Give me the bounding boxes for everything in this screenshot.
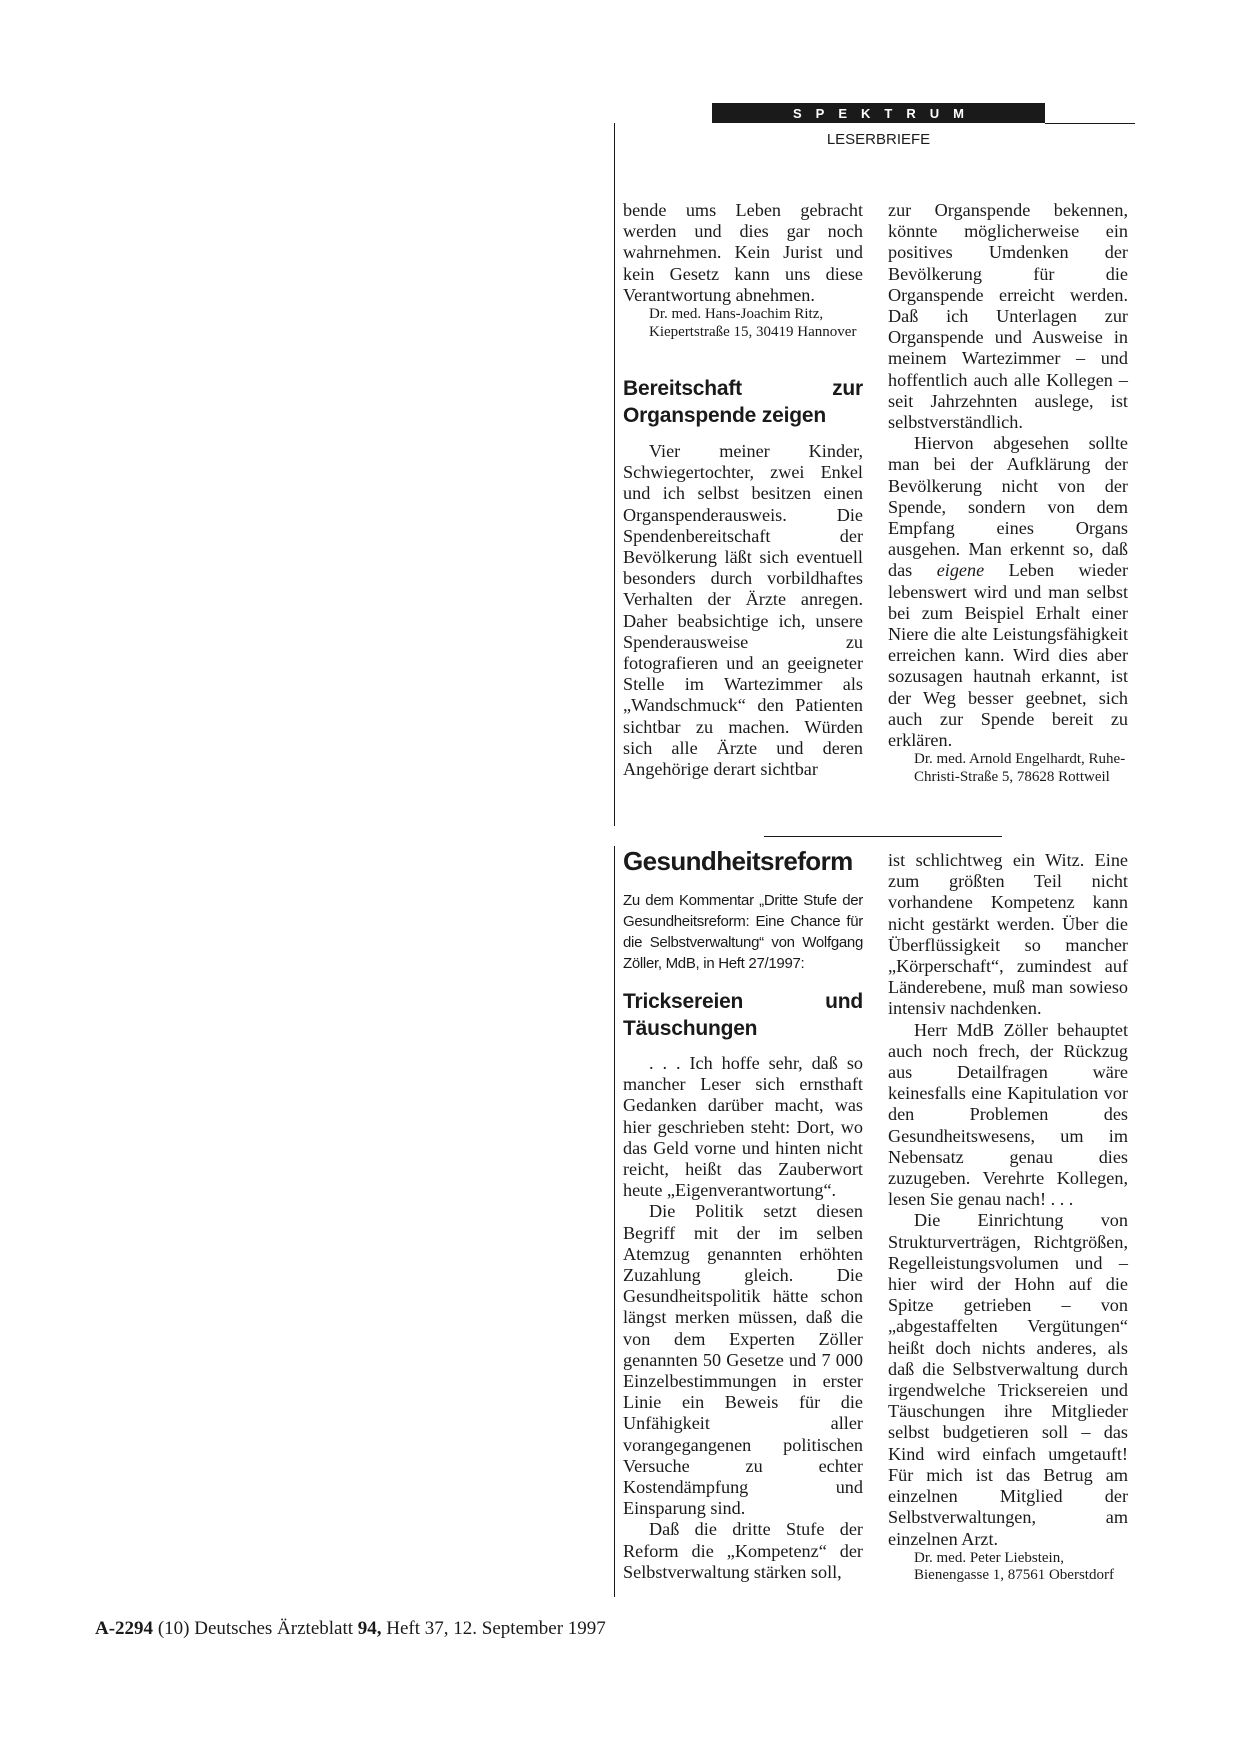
letter2-paragraph-2-b: Leben wieder lebenswert wird und man selbst bei zum Beispiel Erhalt einer Niere die alte Leistungsfähigkeit erreichen kann. Wird dies aber sozusagen hautnah erkannt, ist der Weg besser geebnet, sich auch zur Spende bereit zu erklären. <box>888 560 1128 751</box>
letter2-paragraph-1: Vier meiner Kinder, Schwiegertochter, zwei Enkel und ich selbst besitzen einen Organspenderausweis. Die Spendenbereitschaft der Bevölkerung läßt sich eventuell besonders durch vorbildhaftes Verhalten der Ärzte anregen. Daher beabsichtige ich, unsere Spenderausweise zu fotografieren und an geeigneter Stelle im Wartezimmer als „Wandschmuck“ den Patienten sichtbar zu machen. Würden sich alle Ärzte und deren Angehörige derart sichtbar <box>623 441 863 780</box>
right-column-bottom <box>888 850 1128 1585</box>
issue-date: Heft 37, 12. September 1997 <box>386 1618 606 1639</box>
volume-number: 94, <box>357 1618 382 1639</box>
letter2-paragraph-2-a: Hiervon abgesehen sollte man bei der Aufklärung der Bevölkerung nicht von der Spende, sondern von dem Empfang eines Organs ausgehen. Man erkennt so, daß das <box>888 433 1128 581</box>
subsection-label: LESERBRIEFE <box>826 131 931 148</box>
page-footer <box>95 1618 606 1640</box>
column-divider-bottom <box>614 846 615 1597</box>
letter3-paragraph-2: Die Politik setzt diesen Begriff mit der im selben Atemzug genannten erhöhten Zuzahlung gleich. Die Gesundheitspolitik hätte schon längst merken müssen, daß die von dem Experten Zöller genannten 50 Gesetze und 7 000 Einzelbestimmungen in erster Linie ein Beweis für die Unfähigkeit aller vorangegangenen politischen Versuche zu echter Kostendämpfung und Einsparung sind. <box>623 1201 863 1519</box>
right-column-top <box>888 200 1128 786</box>
section-rule <box>764 836 1002 837</box>
letter1-signature: Dr. med. Hans-Joachim Ritz, Kiepertstraße 15, 30419 Hannover <box>649 306 857 340</box>
journal-name: (10) Deutsches Ärzteblatt <box>157 1618 354 1639</box>
header-rule <box>1045 123 1135 124</box>
letter2-paragraph-2 <box>888 433 1128 751</box>
topic-title: Gesundheitsreform <box>623 846 853 876</box>
letter3-signature: Dr. med. Peter Liebstein, Bienengasse 1, 87561 Oberstdorf <box>914 1549 1114 1584</box>
page-reference: A-2294 <box>95 1618 154 1639</box>
letter3-paragraph-3: Daß die dritte Stufe der Reform die „Kompetenz“ der Selbstverwaltung stärken soll, <box>623 1519 863 1582</box>
letter2-emphasis: eigene <box>936 560 985 581</box>
letter3-heading: Tricksereien und Täuschungen <box>623 990 863 1040</box>
letter3-paragraph-4: Herr MdB Zöller behauptet auch noch frech, der Rückzug aus Detailfragen wäre keinesfalls eine Kapitulation vor den Problemen des Gesundheitswesens, um im Nebensatz genau dies zuzugeben. Verehrte Kollegen, lesen Sie genau nach! . . . <box>888 1019 1128 1210</box>
letter2-heading: Bereitschaft zur Organspende zeigen <box>623 377 863 428</box>
letter3-paragraph-3-cont: ist schlichtweg ein Witz. Eine zum größten Teil nicht vorhandene Kompetenz kann nicht gestärkt werden. Über die Überflüssigkeit so mancher „Körperschaft“, zumindest auf Länderebene, muß man sowieso intensiv nachdenken. <box>888 850 1128 1019</box>
left-column-top <box>623 200 863 780</box>
column-divider-top <box>614 123 615 826</box>
letter3-paragraph-1: . . . Ich hoffe sehr, daß so mancher Leser sich ernsthaft Gedanken darüber macht, was hier geschrieben steht: Dort, wo das Geld vorne und hinten nicht reicht, heißt das Zauberwort heute „Eigenverantwortung“. <box>623 1053 863 1201</box>
letter1-tail: bende ums Leben gebracht werden und dies gar noch wahrnehmen. Kein Jurist und kein Gesetz kann uns diese Verantwortung abnehmen. <box>623 200 863 305</box>
letter2-paragraph-1-cont: zur Organspende bekennen, könnte möglicherweise ein positives Umdenken der Bevölkerung für die Organspende erreicht werden. Daß ich Unterlagen zur Organspende und Ausweise in meinem Wartezimmer – und hoffentlich auch alle Kollegen – seit Jahrzehnten auslege, ist selbstverständlich. <box>888 200 1128 433</box>
section-label: SPEKTRUM <box>712 103 1045 123</box>
letter2-signature: Dr. med. Arnold Engelhardt, Ruhe-Christi-Straße 5, 78628 Rottweil <box>914 751 1126 785</box>
letter3-paragraph-5: Die Einrichtung von Strukturverträgen, Richtgrößen, Regelleistungsvolumen und – hier wird der Hohn auf die Spitze getrieben – von „abgestaffelten Vergütungen“ heißt doch nichts anderes, als daß die Selbstverwaltung durch irgendwelche Tricksereien und Täuschungen ihre Mitglieder selbst budgetieren soll – das Kind wird einfach umgetauft! Für mich ist das Betrug am einzelnen Mitglied der Selbstverwaltungen, am einzelnen Arzt. <box>888 1210 1128 1549</box>
left-column-bottom <box>623 846 863 1583</box>
topic-intro: Zu dem Kommentar „Dritte Stufe der Gesundheitsreform: Eine Chance für die Selbstverwaltung“ von Wolfgang Zöller, MdB, in Heft 27/1997: <box>623 892 863 972</box>
